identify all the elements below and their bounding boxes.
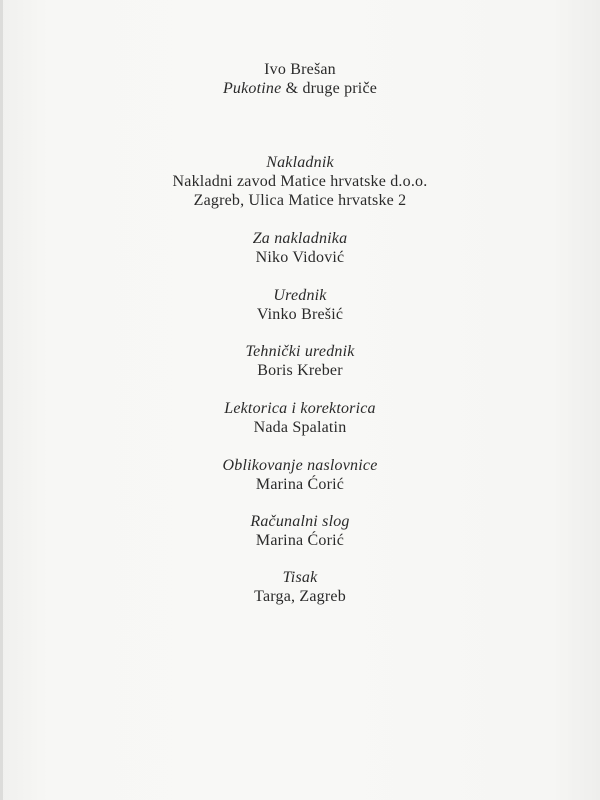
credit-typesetting-name: Marina Ćorić	[255, 532, 345, 549]
credit-printing-name: Targa, Zagreb	[254, 588, 346, 605]
credit-role-for-publisher: Za nakladnika	[252, 230, 348, 247]
credit-role-typesetting: Računalni slog	[250, 513, 350, 530]
book-title	[0, 79, 600, 99]
credit-role-printing: Tisak	[282, 569, 318, 586]
credit-role-technical-editor: Tehnički urednik	[245, 343, 355, 360]
credit-proofreader-name: Nada Spalatin	[253, 419, 347, 436]
credit-editor-name: Vinko Brešić	[256, 306, 344, 323]
author-name: Ivo Brešan	[264, 61, 336, 78]
credit-cover-design-name: Marina Ćorić	[255, 476, 345, 493]
credit-publisher-name: Nakladni zavod Matice hrvatske d.o.o.	[172, 173, 428, 190]
book-title-italic: Pukotine	[222, 80, 282, 97]
credit-role-editor: Urednik	[273, 287, 327, 304]
credit-technical-editor-name: Boris Kreber	[257, 362, 343, 379]
book-title-rest: & druge priče	[281, 80, 378, 97]
credit-role-proofreader: Lektorica i korektorica	[224, 400, 376, 417]
credit-for-publisher-name: Niko Vidović	[255, 249, 345, 266]
credit-publisher-address: Zagreb, Ulica Matice hrvatske 2	[193, 192, 407, 209]
credit-role-cover-design: Oblikovanje naslovnice	[222, 457, 378, 474]
credit-role-publisher: Nakladnik	[266, 154, 334, 171]
